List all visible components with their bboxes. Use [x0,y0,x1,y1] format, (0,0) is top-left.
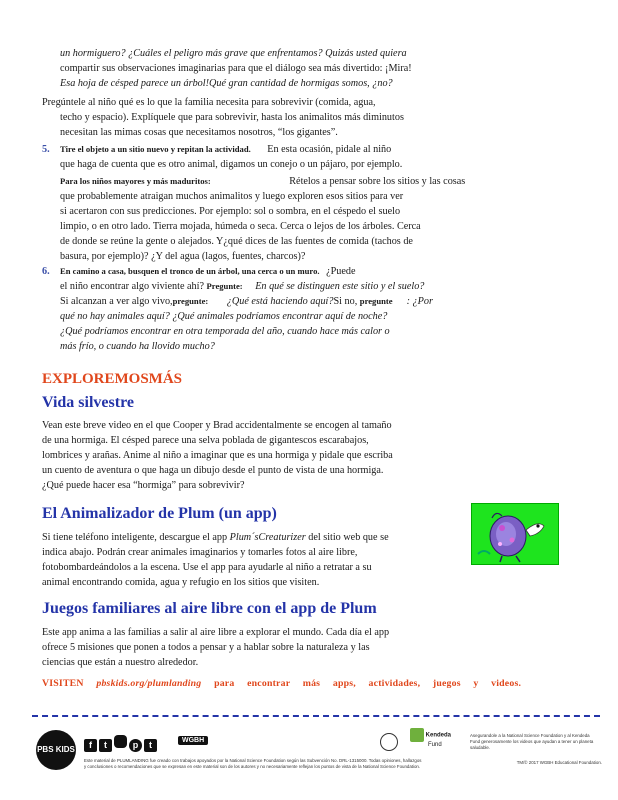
step-5-line-1 [60,142,391,157]
intro-line-2: compartir sus observaciones imaginarias para que el diálogo sea más divertido: ¡Mira! [60,63,412,74]
step-5-line-4: que probablemente atraigan muchos animalitos y luego exploren esos sitios para ver [60,191,404,202]
animalizador-line-1 [42,530,389,545]
footer-copyright: TM/© 2017 WGBH Educational Foundation. [516,760,602,765]
ask-line-3: necesitan las mimas cosas que necesitamos nosotros, “los gigantes”. [60,127,338,138]
step-6-pregunte-label: Pregunte: [206,281,243,291]
wgbh-label: WGBH [182,737,205,744]
visiten-line [42,678,521,689]
kendeda-mark-icon [410,728,424,742]
step-6-line-3-a: Si alcanzan a ver algo vivo, [60,296,173,307]
juegos-heading: Juegos familiares al aire libre con el app de Plum [42,600,377,617]
animalizador-app-name: Plum´sCreaturizer [229,532,306,543]
vida-line-3: lombrices y arañas. Anime al niño a imaginar que es una hormiga y pidale que escriba [42,450,393,461]
vida-line-1: Vean este breve video en el que Cooper y Brad accidentalmente se encogen al tamaño [42,420,392,431]
step-6-line-6: más frío, o cuando ha llovido mucho? [60,341,215,352]
step-5-line-5: si acertaron con sus predicciones. Por ejemplo: sol o sombra, en el céspedo el suelo [60,206,401,217]
explore-heading: EXPLOREMOSMÁS [42,371,183,387]
step-5-line-2: que haga de cuenta que es otro animal, digamos un conejo o un pájaro, por ejemplo. [60,159,403,170]
vida-line-2: de una hormiga. El césped parece una selva poblada de gigantescos escarabajos, [42,435,369,446]
vida-line-5: ¿Qué puede hacer esa “hormiga” para sobrevivir? [42,480,245,491]
step-5-line-6: limpio, o en otro lado. Tierra mojada, húmeda o seca. Cerca o lejos de los árboles. Cerca [60,221,421,232]
step-5-line-1-rest: En esta ocasión, pidale al niño [267,144,392,155]
creature-illustration [472,504,558,564]
juegos-line-1: Este app anima a las familias a salir al aire libre a explorar el mundo. Cada día el app [42,627,390,638]
animalizador-line-2: indica abajo. Podrán crear animales imaginarios y tomarles fotos al aire libre, [42,547,358,558]
step-6-line-2 [60,279,424,294]
step-6-pregunte-label-2: pregunte: [172,296,209,306]
juegos-line-3: ciencias que están a nuestro alrededor. [42,657,199,668]
step-5-lead: Tire el objeto a un sitio nuevo y repitan la actividad. [60,144,251,154]
step-6-line-3 [60,294,433,309]
animalizador-heading: El Animalizador de Plum (un app) [42,505,277,522]
step-5-number: 5. [42,144,50,155]
step-6-line-3-b: ¿Qué está haciendo aquí? [226,296,334,307]
vida-line-4: un cuento de aventura o que haga un dibujo desde el punto de vista de una hormiga. [42,465,384,476]
footer-divider [32,715,600,717]
step-6-line-2-b: En qué se distinguen este sitio y el suelo? [255,281,425,292]
visiten-lead: VISITEN [42,678,84,689]
step-5-line-7: de donde se reúne la gente o alejados. Y¿qué dices de las fuentes de comida (tachos de [60,236,413,247]
funding-note-right: Asegurandole a la National Science Foundation y al Kendeda Fund generosamente los videos que ayudan a tener un planeta saludable. [470,733,594,750]
pinterest-icon[interactable]: p [129,739,142,752]
animalizador-line-4: animal encontrando comida, agua y refugio en los sitios que visiten. [42,577,320,588]
step-6-pregunte-label-3: pregunte [359,296,393,306]
ask-line-1: Pregúntele al niño qué es lo que la familia necesita para sobrevivir (comida, agua, [42,97,376,108]
footer-legal-text: Este material de PLUMLANDING fue creado con trabajos apoyados por la National Science Foundation según las Subvención No. DRL-1315000. Todas opiniones, hallazgos y conclusiones o recomendaciones que se expresan en este material son de los autores y no necesariamente reflejan los puntos de vista de la National Science Foundation. [84,758,422,769]
intro-line-3: Esa hoja de césped parece un árbol!Qué gran cantidad de hormigas somos, ¿no? [60,78,393,89]
step-6-line-4: qué no hay animales aquí? ¿Qué animales podríamos encontrar aquí de noche? [60,311,388,322]
social-icons [84,735,159,753]
visiten-rest: para encontrar más apps, actividades, juegos y videos. [214,678,522,689]
nsf-logo [380,733,398,751]
instagram-icon[interactable] [114,735,127,748]
animalizador-line-1-b: del sitio web que se [308,532,389,543]
step-5-sub-lead: Para los niños mayores y más maduritos: [60,176,211,186]
intro-line-1: un hormiguero? ¿Cuáles el peligro más grave que enfrentamos? Quizás usted quiera [60,48,407,59]
step-6-lead: En camino a casa, busquen el tronco de un árbol, una cerca o un muro. [60,266,320,276]
step-6-line-2-a: el niño encontrar algo viviente ahí? [60,281,204,292]
pbs-kids-logo [36,730,76,770]
step-5-sub-rest: Rételos a pensar sobre los sitios y las cosas [289,176,466,187]
step-5-line-8: basura, por ejemplo)? ¿Y del agua (lagos, fuentes, charcos)? [60,251,306,262]
step-6-line-5: ¿Qué podríamos encontrar en otra temporada del año, cuando hace más calor o [60,326,390,337]
step-6-number: 6. [42,266,50,277]
step-6-line-3-d: : ¿Por [406,296,433,307]
step-5-line-3 [60,174,465,189]
kendeda-sub: Fund [428,742,442,748]
vida-heading: Vida silvestre [42,394,134,411]
juegos-line-2: ofrece 5 misiones que ponen a todos a pensar y a hablar sobre la naturaleza y las [42,642,370,653]
kendeda-logo [410,728,451,749]
step-6-line-1 [60,264,356,279]
animalizador-line-1-a: Si tiene teléfono inteligente, descargue el app [42,532,228,543]
ask-line-2: techo y espacio). Explíquele que para sobrevivir, hasta los animalitos más diminutos [60,112,404,123]
pbs-kids-label: PBS KIDS [37,745,75,754]
kendeda-label: Kendeda [425,732,452,739]
step-6-line-3-c: Si no, [333,296,358,307]
twitter-icon[interactable]: t [99,739,112,752]
animalizador-line-3: fotobombardeándolos a la escena. Use el app para ayudarle al niño a retratar a su [42,562,372,573]
creaturizer-app-image [471,503,559,565]
tumblr-icon[interactable]: t [144,739,157,752]
plumlanding-link[interactable]: pbskids.org/plumlanding [96,678,202,689]
facebook-icon[interactable]: f [84,739,97,752]
wgbh-logo [178,736,208,745]
step-6-line-1-rest: ¿Puede [326,266,356,277]
